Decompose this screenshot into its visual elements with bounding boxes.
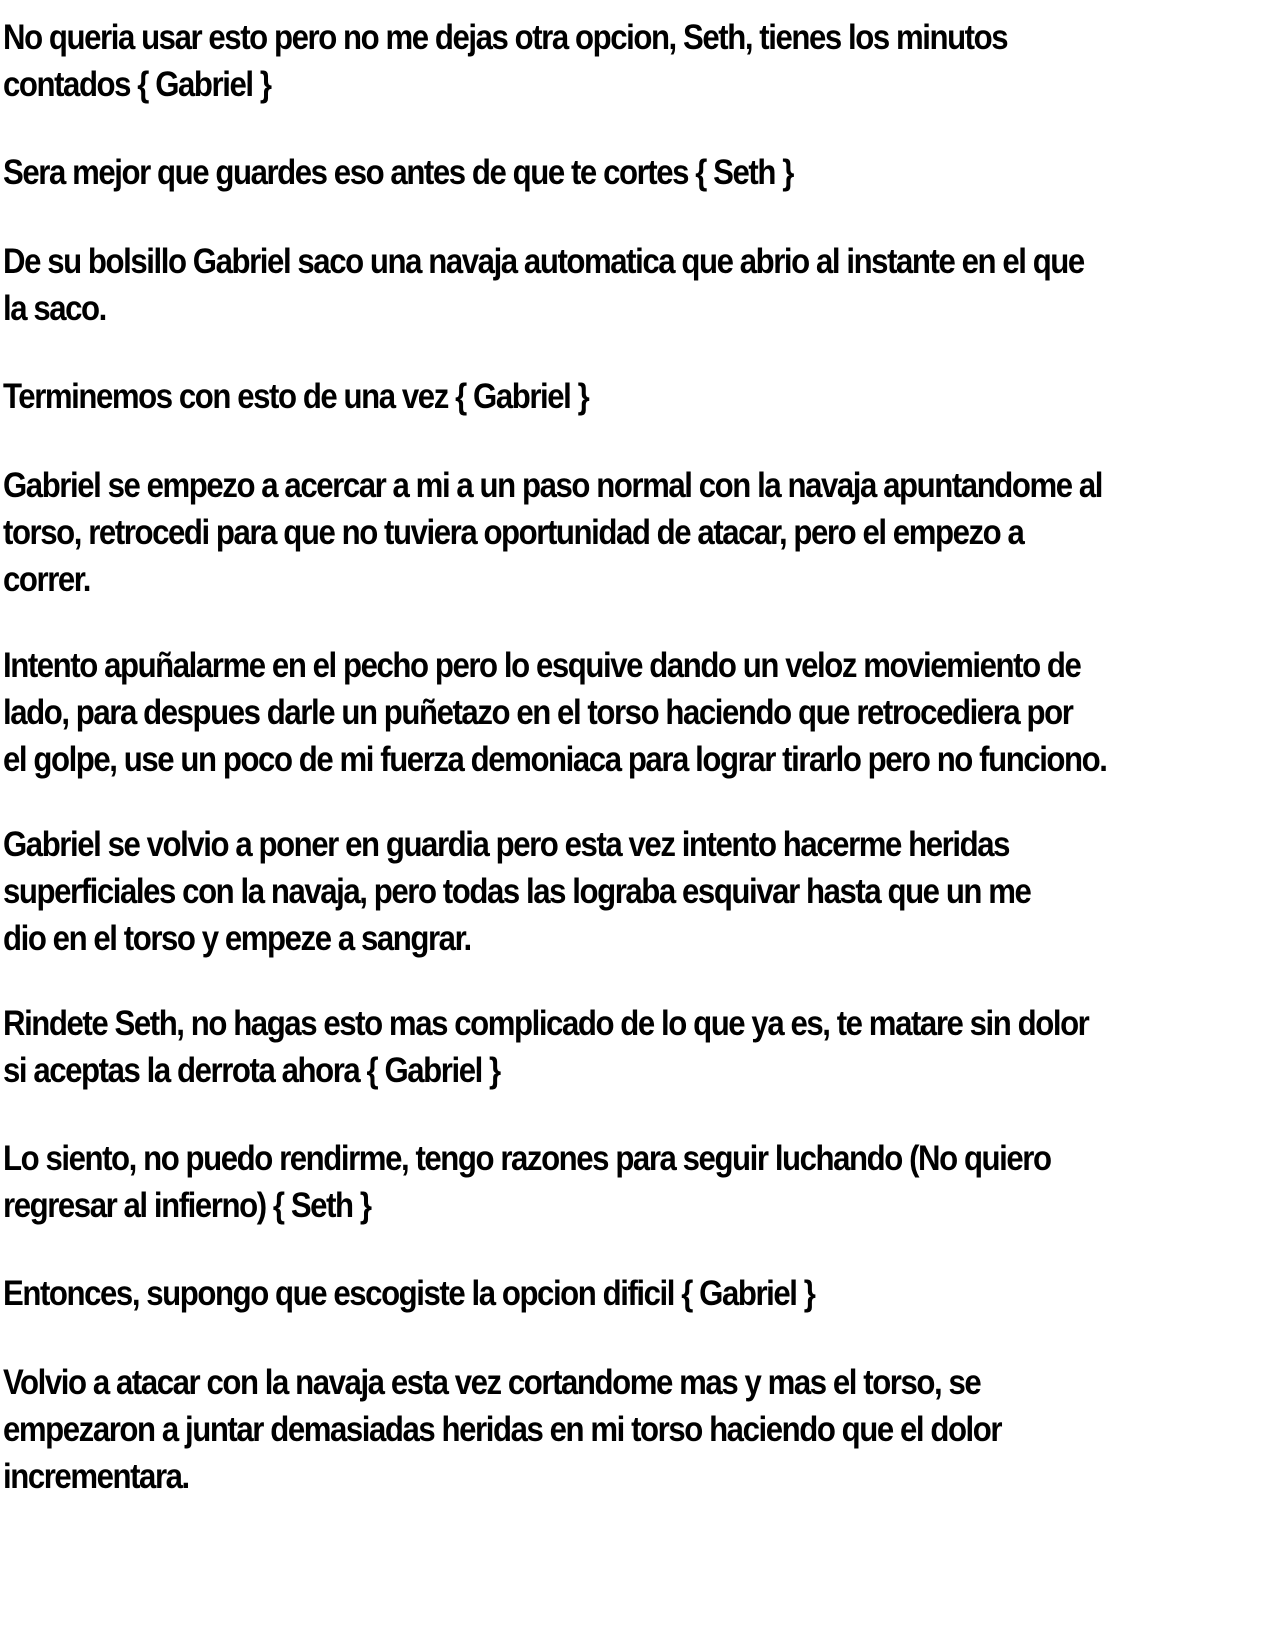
text-line: Rindete Seth, no hagas esto mas complicado de lo que ya es, te matare sin dolor	[3, 1004, 1089, 1043]
text-line: superficiales con la navaja, pero todas las lograba esquivar hasta que un me	[3, 872, 1031, 911]
text-line: contados { Gabriel }	[3, 65, 271, 104]
paragraph-4	[3, 373, 1132, 420]
text-line: Entonces, supongo que escogiste la opcion dificil { Gabriel }	[3, 1274, 815, 1313]
text-line: Terminemos con esto de una vez { Gabriel }	[3, 377, 589, 416]
paragraph-8	[3, 1000, 1132, 1094]
text-line: torso, retrocedi para que no tuviera oportunidad de atacar, pero el empezo a	[3, 513, 1024, 552]
text-line: la saco.	[3, 289, 106, 328]
paragraph-1	[3, 14, 1132, 108]
text-line: No queria usar esto pero no me dejas otra opcion, Seth, tienes los minutos	[3, 18, 1008, 57]
text-line: incrementara.	[3, 1457, 189, 1496]
text-line: Intento apuñalarme en el pecho pero lo esquive dando un veloz moviemiento de	[3, 646, 1081, 685]
paragraph-11	[3, 1359, 1132, 1500]
text-line: empezaron a juntar demasiadas heridas en mi torso haciendo que el dolor	[3, 1410, 1002, 1449]
paragraph-5	[3, 462, 1132, 603]
text-line: Gabriel se empezo a acercar a mi a un paso normal con la navaja apuntandome al	[3, 466, 1103, 505]
text-line: Sera mejor que guardes eso antes de que te cortes { Seth }	[3, 153, 793, 192]
text-line: si aceptas la derrota ahora { Gabriel }	[3, 1051, 500, 1090]
text-line: Gabriel se volvio a poner en guardia pero esta vez intento hacerme heridas	[3, 825, 1010, 864]
paragraph-9	[3, 1135, 1132, 1229]
text-line: regresar al infierno) { Seth }	[3, 1186, 371, 1225]
paragraph-6	[3, 642, 1132, 783]
text-line: correr.	[3, 560, 91, 599]
text-line: De su bolsillo Gabriel saco una navaja automatica que abrio al instante en el que	[3, 242, 1084, 281]
text-line: Volvio a atacar con la navaja esta vez cortandome mas y mas el torso, se	[3, 1363, 981, 1402]
text-line: dio en el torso y empeze a sangrar.	[3, 919, 471, 958]
paragraph-10	[3, 1270, 1132, 1317]
paragraph-2	[3, 149, 1132, 196]
paragraph-7	[3, 821, 1132, 962]
paragraph-3	[3, 238, 1132, 332]
text-line: lado, para despues darle un puñetazo en el torso haciendo que retrocediera por	[3, 693, 1073, 732]
text-line: Lo siento, no puedo rendirme, tengo razones para seguir luchando (No quiero	[3, 1139, 1051, 1178]
text-line: el golpe, use un poco de mi fuerza demoniaca para lograr tirarlo pero no funciono.	[3, 740, 1107, 779]
